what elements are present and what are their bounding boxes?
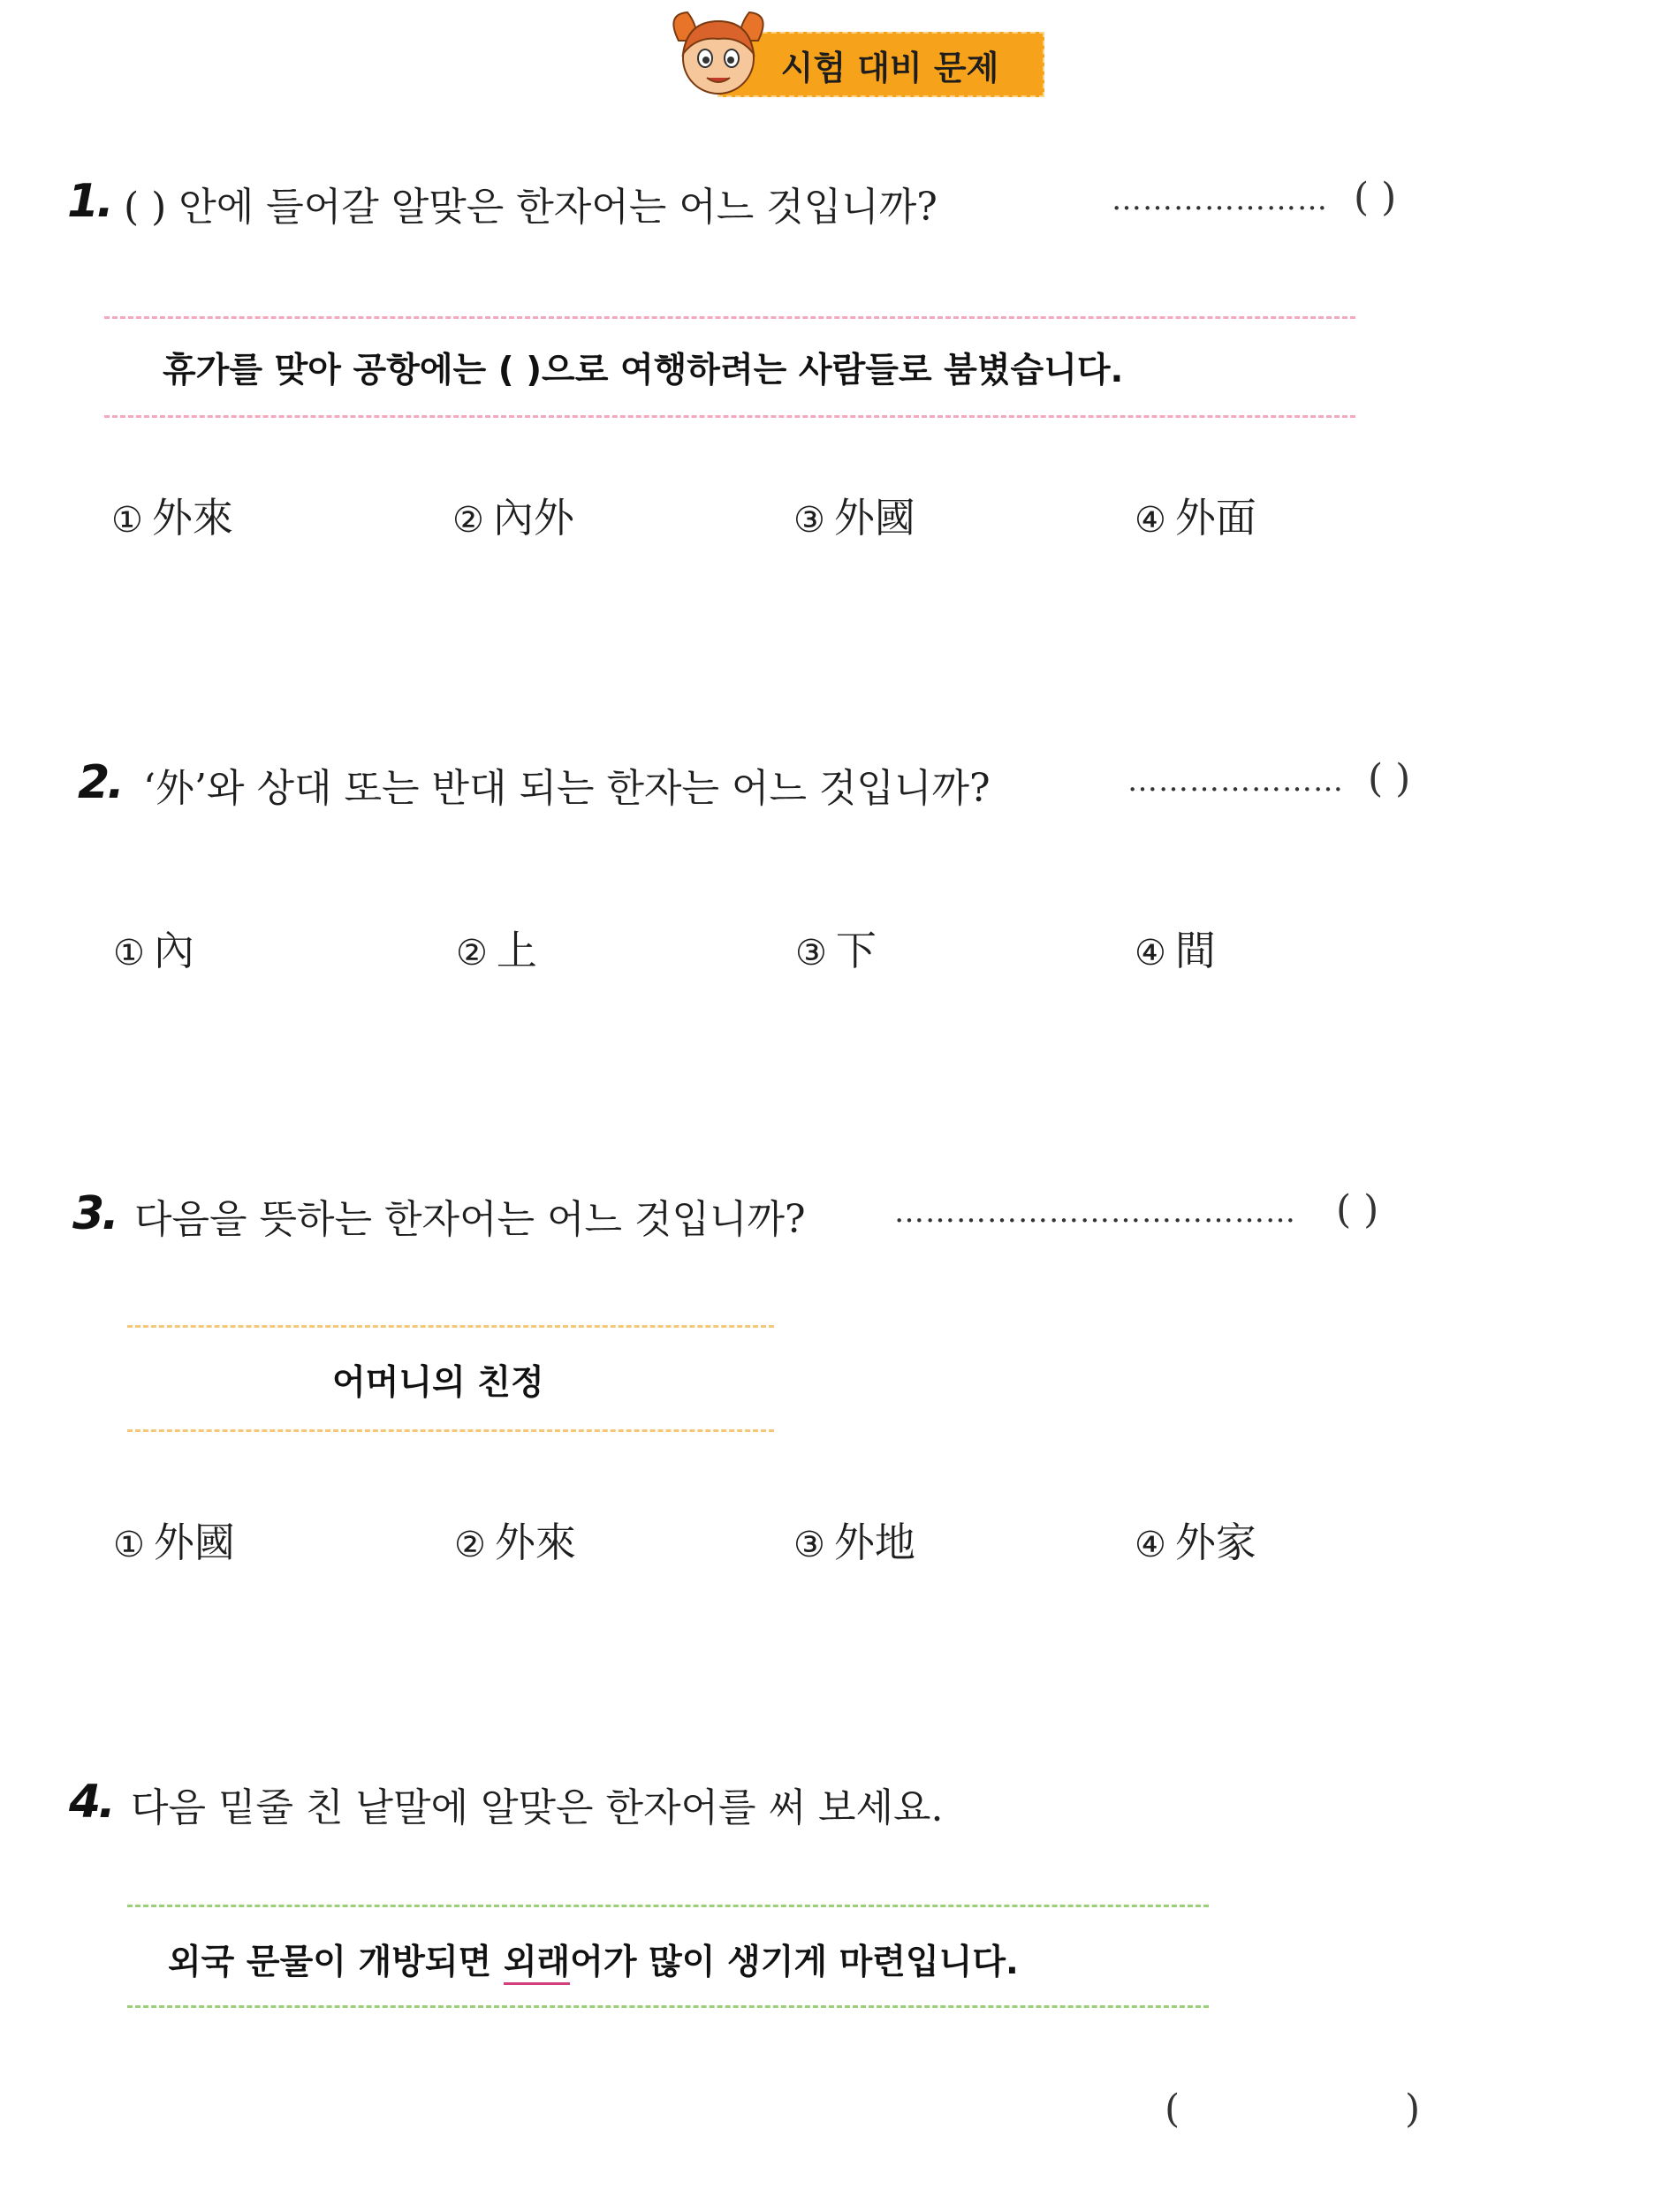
question-1-text: ( ) 안에 들어갈 알맞은 한자어는 어느 것입니까? — [124, 185, 937, 230]
question-1-dots: ………………… — [1112, 182, 1328, 217]
question-3-text: 다음을 뜻하는 한자어는 어느 것입니까? — [134, 1197, 806, 1242]
question-2-option-3[interactable]: ③ 下 — [795, 927, 877, 974]
question-2-number: 2. — [78, 756, 122, 809]
question-3-number: 3. — [72, 1187, 117, 1240]
question-3-answer-paren: ( ) — [1336, 1187, 1379, 1232]
box-top-divider — [127, 1905, 1209, 1907]
question-4-number: 4. — [69, 1776, 113, 1829]
question-4-text: 다음 밑줄 친 낱말에 알맞은 한자어를 써 보세요. — [131, 1785, 944, 1830]
box-bottom-divider — [127, 2005, 1209, 2008]
question-4-answer-field[interactable] — [1193, 2087, 1387, 2140]
question-4-answer-paren-close: ) — [1405, 2087, 1421, 2132]
question-3-option-4[interactable]: ④ 外家 — [1135, 1519, 1256, 1566]
question-2-option-4[interactable]: ④ 間 — [1135, 927, 1216, 974]
question-2-text: ‘外’와 상대 또는 반대 되는 한자는 어느 것입니까? — [143, 766, 991, 811]
box-top-divider — [104, 316, 1355, 319]
box-bottom-divider — [127, 1429, 774, 1432]
question-1-option-3[interactable]: ③ 外國 — [793, 494, 915, 542]
question-1-option-1[interactable]: ① 外來 — [111, 494, 233, 542]
underlined-word: 외래 — [504, 1943, 570, 1985]
question-4-box-sentence: 외국 문물이 개방되면 외래어가 많이 생기게 마련입니다. — [168, 1935, 1019, 1984]
question-3-option-3[interactable]: ③ 外地 — [793, 1519, 915, 1566]
girl-mascot-icon — [661, 5, 776, 102]
question-1-answer-paren: ( ) — [1354, 175, 1397, 220]
question-2-option-1[interactable]: ① 內 — [113, 927, 194, 974]
question-3-box-text: 어머니의 친정 — [332, 1363, 544, 1403]
question-1-box-sentence: 휴가를 맞아 공항에는 ( )으로 여행하려는 사람들로 붐볐습니다. — [163, 351, 1124, 390]
question-3-option-1[interactable]: ① 外國 — [113, 1519, 235, 1566]
box-top-divider — [127, 1325, 774, 1328]
question-2-dots: ………………… — [1127, 763, 1344, 799]
question-1-option-4[interactable]: ④ 外面 — [1135, 494, 1256, 542]
question-3-option-2[interactable]: ② 外來 — [454, 1519, 576, 1566]
question-2-option-2[interactable]: ② 上 — [456, 927, 537, 974]
question-3-dots: ………………………………… — [894, 1194, 1296, 1230]
box-bottom-divider — [104, 415, 1355, 418]
question-1-number: 1. — [67, 175, 111, 228]
question-1-option-2[interactable]: ② 內外 — [452, 494, 574, 542]
section-title: 시험 대비 문제 — [780, 48, 999, 87]
question-2-answer-paren: ( ) — [1368, 756, 1411, 801]
question-4-answer-paren-open: ( — [1165, 2087, 1180, 2132]
